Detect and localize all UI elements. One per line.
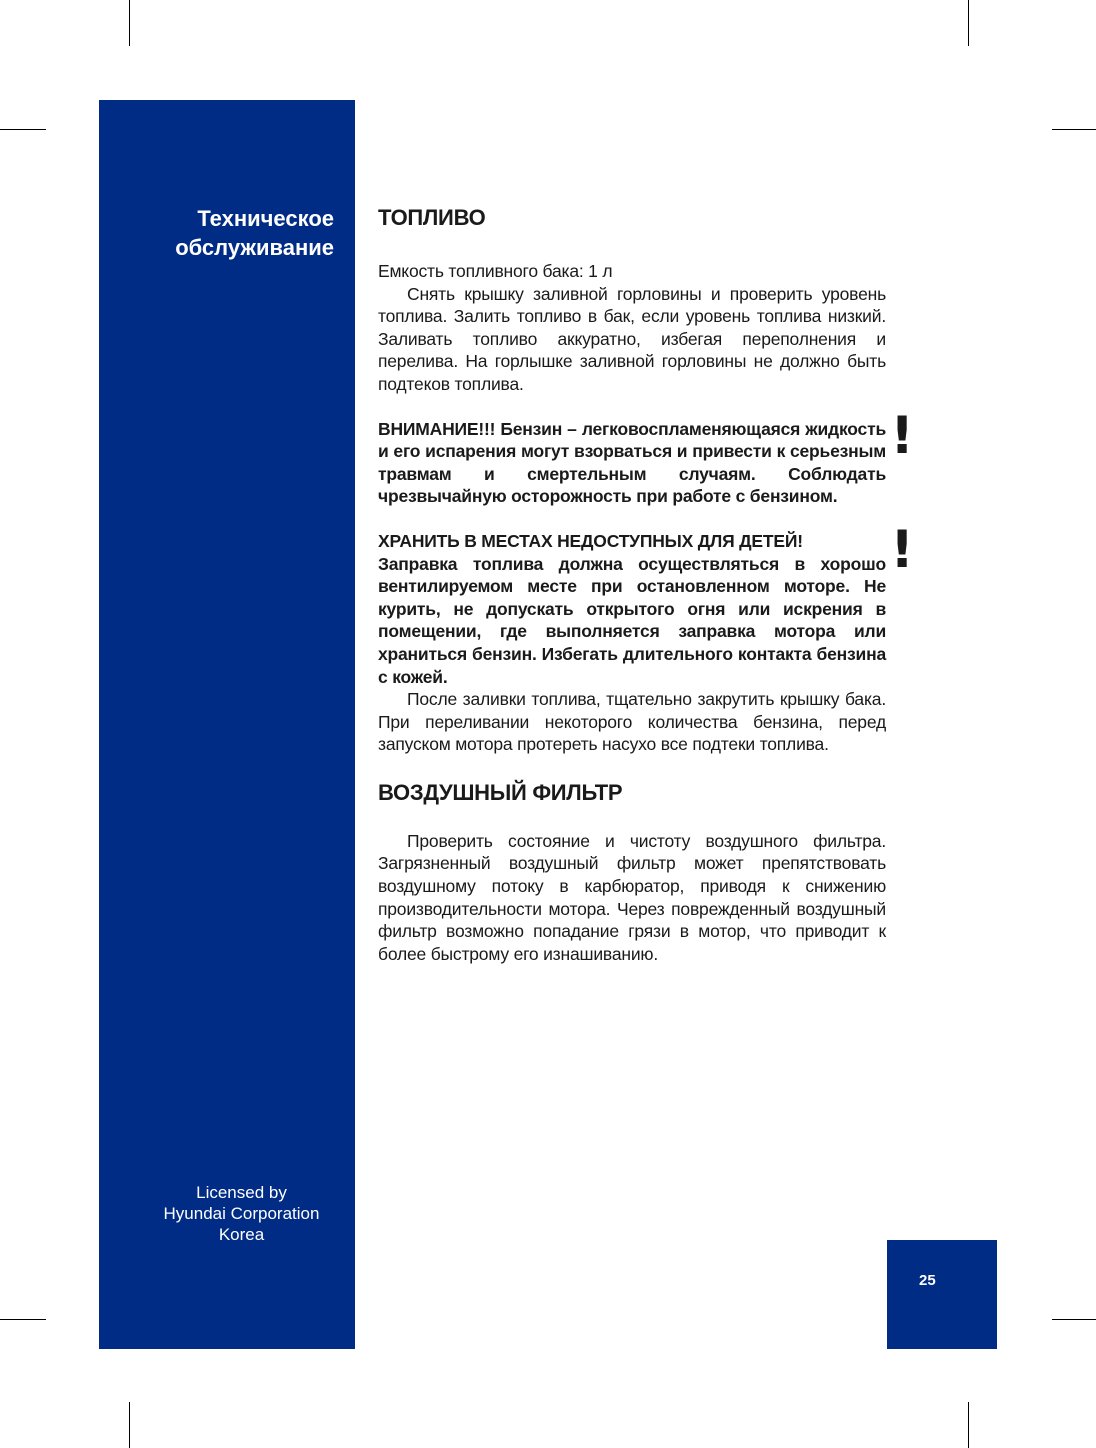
exclamation-icon: !: [890, 405, 914, 466]
license-line: Licensed by: [196, 1183, 287, 1202]
crop-mark: [0, 129, 46, 130]
air-filter-heading: ВОЗДУШНЫЙ ФИЛЬТР: [378, 779, 623, 805]
exclamation-icon: !: [890, 519, 914, 580]
crop-mark: [129, 1402, 130, 1448]
page-number: 25: [919, 1272, 936, 1289]
warning-children-title: ХРАНИТЬ В МЕСТАХ НЕДОСТУПНЫХ ДЛЯ ДЕТЕЙ!: [378, 530, 803, 551]
license-line: Hyundai Corporation: [163, 1204, 320, 1223]
crop-mark: [968, 0, 969, 46]
section-title: [99, 204, 334, 262]
crop-mark: [968, 1402, 969, 1448]
warning-block: [378, 519, 914, 688]
section-title-line: обслуживание: [175, 235, 334, 260]
license-line: Korea: [218, 1225, 265, 1244]
page-number-box: [887, 1240, 997, 1349]
crop-mark: [0, 1319, 46, 1320]
fuel-capacity: Емкость топливного бака: 1 л: [378, 261, 613, 281]
warning-refuel: Заправка топлива должна осуществляться в хорошо вентилируемом месте при остановленном моторе. Не курить, не допускать открытого огня или искрения в помещении, где выполняется заправка мотора или храниться бензин. Избегать длительного контакта бензина с кожей.: [378, 553, 886, 687]
main-content: [378, 203, 914, 965]
sidebar: [99, 100, 355, 1349]
section-title-line: Техническое: [197, 206, 334, 231]
fuel-paragraph: Снять крышку заливной горловины и проверить уровень топлива. Залить топливо в бак, если уровень топлива низкий. Заливать топливо аккуратно, избегая переполнения и перелива. На горлышке заливной горловины не должно быть подтеков топлива.: [378, 283, 886, 394]
after-refuel-paragraph: После заливки топлива, тщательно закрутить крышку бака. При переливании некоторого количества бензина, перед запуском мотора протереть насухо все подтеки топлива.: [378, 689, 886, 755]
air-filter-paragraph: Проверить состояние и чистоту воздушного фильтра. Загрязненный воздушный фильтр может препятствовать воздушному потоку в карбюратор, приводя к снижению производительности мотора. Через поврежденный воздушный фильтр возможно попадание грязи в мотор, что приводит к более быстрому его изнашиванию.: [378, 830, 886, 964]
crop-mark: [129, 0, 130, 46]
crop-mark: [1052, 1319, 1096, 1320]
crop-mark: [1052, 129, 1096, 130]
warning-flammable: ВНИМАНИЕ!!! Бензин – легковоспламеняющаяся жидкость и его испарения могут взорваться и привести к серьезным травмам и смертельным случаям. Соблюдать чрезвычайную осторожность при работе с бензином.: [378, 418, 886, 507]
license-text: [99, 1182, 384, 1245]
fuel-heading: ТОПЛИВО: [378, 205, 486, 230]
warning-block: [378, 405, 914, 508]
